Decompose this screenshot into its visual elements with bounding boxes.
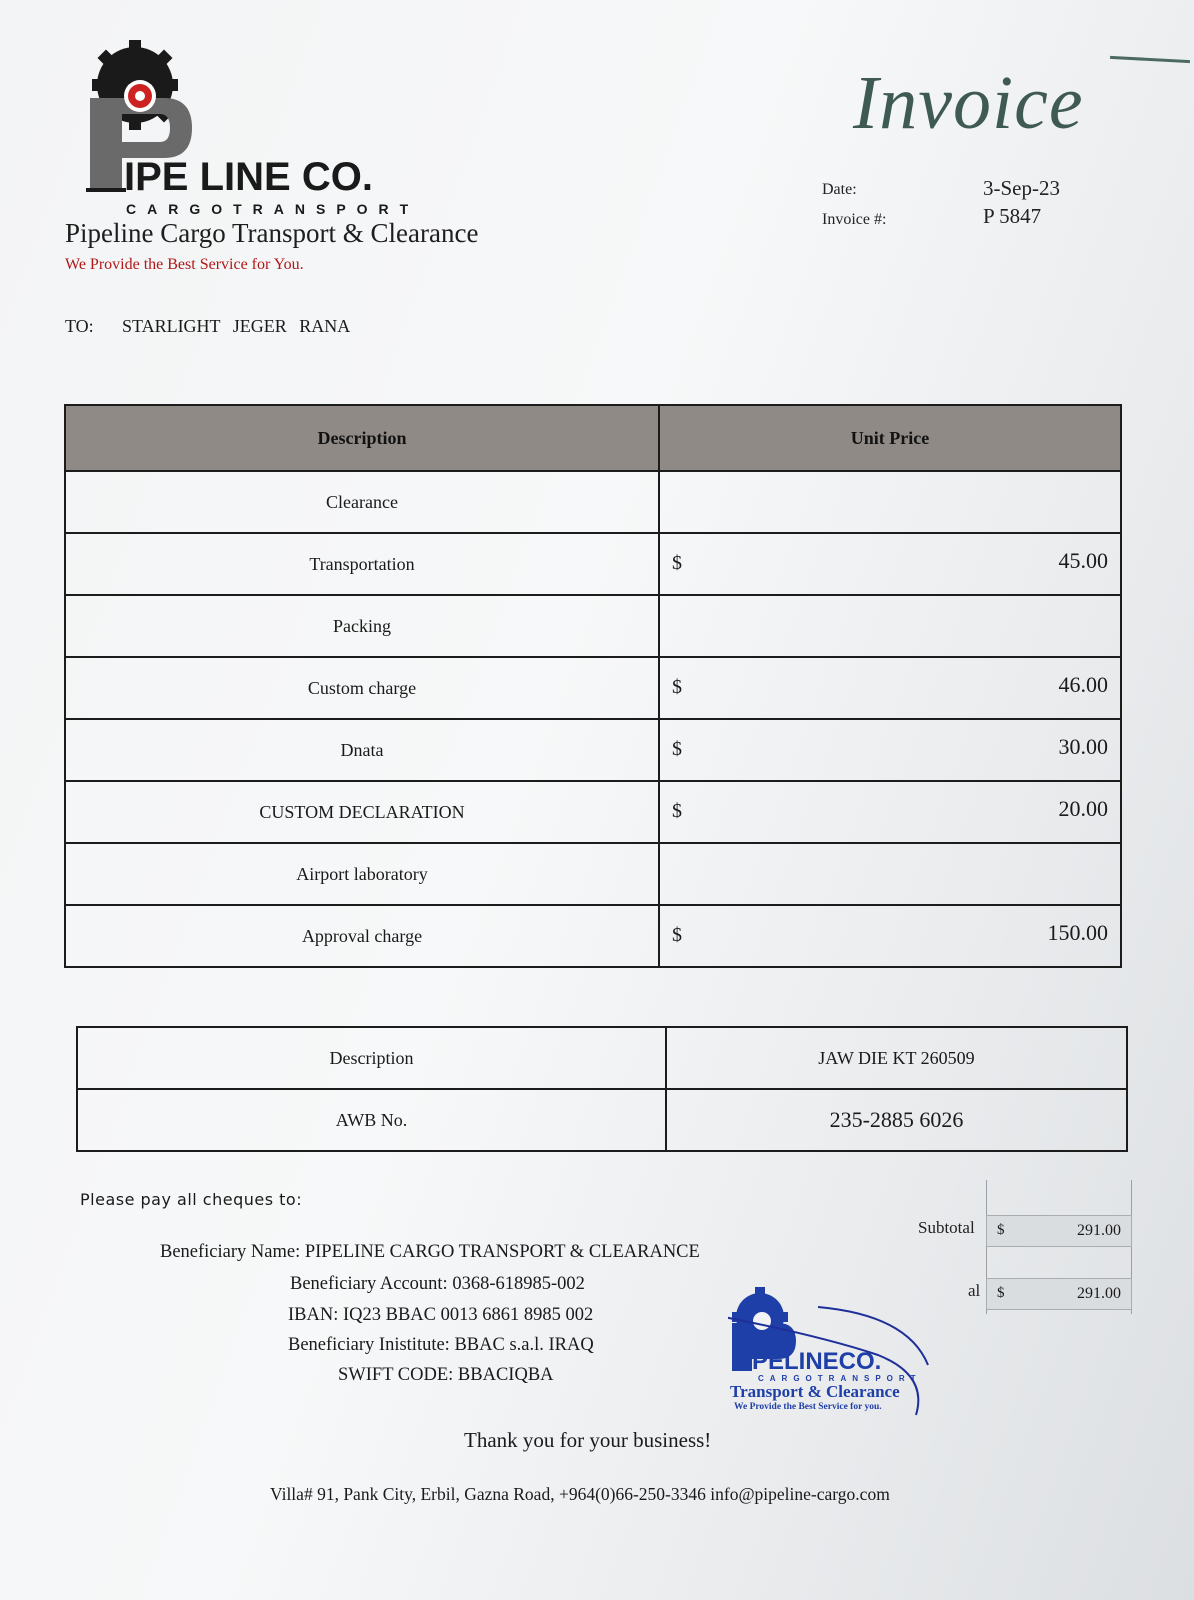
iban: IBAN: IQ23 BBAC 0013 6861 8985 002 [288,1305,594,1325]
beneficiary-account: Beneficiary Account: 0368-618985-002 [290,1274,585,1294]
item-description: Transportation [65,533,659,595]
table-row [65,471,1121,533]
shipment-description-value: JAW DIE KT 260509 [666,1027,1127,1089]
footer-contact: Villa# 91, Pank City, Erbil, Gazna Road, +964(0)66-250-3346 info@pipeline-cargo.com [270,1484,890,1504]
subtotal-currency: $ [997,1222,1005,1238]
table-row [65,657,1121,719]
table-row [65,595,1121,657]
item-description: Approval charge [65,905,659,967]
subtotal-cell [986,1215,1132,1247]
item-unit-price [659,719,1121,781]
logo-subtext: CARGOTRANSPORT [126,201,420,217]
beneficiary-institute: Beneficiary Inistitute: BBAC s.a.l. IRAQ [288,1335,594,1355]
recipient-label: TO: [65,316,94,336]
item-currency: $ [672,676,682,698]
date-label: Date: [822,181,857,198]
subtotal-label: Subtotal [918,1218,975,1237]
item-description: Dnata [65,719,659,781]
total-cell [986,1278,1132,1310]
item-amount: 150.00 [1047,920,1108,945]
awb-label: AWB No. [77,1089,666,1151]
item-description: CUSTOM DECLARATION [65,781,659,843]
items-header-row [65,405,1121,471]
item-unit-price [659,657,1121,719]
item-currency: $ [672,924,682,946]
item-unit-price [659,781,1121,843]
decorative-dash [1110,56,1190,63]
date-value: 3-Sep-23 [983,176,1060,200]
table-row [65,905,1121,967]
table-row [65,533,1121,595]
table-row [65,843,1121,905]
company-logo [82,40,442,220]
item-unit-price [659,905,1121,967]
shipment-description-label: Description [77,1027,666,1089]
company-name: Pipeline Cargo Transport & Clearance [65,218,479,248]
stamp-line1: Transport & Clearance [730,1382,900,1401]
items-table [64,404,1122,968]
shipment-table [76,1026,1128,1152]
item-unit-price [659,595,1121,657]
item-description: Packing [65,595,659,657]
invoice-number-value: P 5847 [983,204,1042,228]
table-row [77,1027,1127,1089]
subtotal-value: 291.00 [1077,1222,1121,1239]
item-amount: 20.00 [1058,796,1108,821]
beneficiary-name: Beneficiary Name: PIPELINE CARGO TRANSPORT & CLEARANCE [160,1242,700,1262]
thank-you-note: Thank you for your business! [464,1428,712,1452]
column-header-unit-price: Unit Price [659,405,1121,471]
table-row [65,781,1121,843]
item-amount: 46.00 [1058,672,1108,697]
payment-heading: Please pay all cheques to: [80,1190,303,1209]
total-value: 291.00 [1077,1285,1121,1302]
item-currency: $ [672,738,682,760]
item-amount: 30.00 [1058,734,1108,759]
swift-code: SWIFT CODE: BBACIQBA [338,1365,554,1385]
total-label: al [968,1281,981,1300]
item-unit-price [659,471,1121,533]
stamp-logo-text: PELINECO. [752,1348,882,1375]
awb-value: 235-2885 6026 [666,1089,1127,1151]
table-row [65,719,1121,781]
item-unit-price [659,843,1121,905]
item-amount: 45.00 [1058,548,1108,573]
stamp-subtext: CARGOTRANSPORT [758,1374,922,1383]
logo-text: IPE LINE CO. [124,155,373,199]
company-stamp [728,1285,960,1417]
item-description: Airport laboratory [65,843,659,905]
item-currency: $ [672,800,682,822]
stamp-line2: We Provide the Best Service for you. [734,1402,882,1412]
item-currency: $ [672,552,682,574]
recipient-name: STARLIGHT JEGER RANA [122,316,351,336]
item-unit-price [659,533,1121,595]
total-currency: $ [997,1285,1005,1301]
item-description: Clearance [65,471,659,533]
column-header-description: Description [65,405,659,471]
invoice-title: Invoice [853,61,1084,145]
item-description: Custom charge [65,657,659,719]
table-row [77,1089,1127,1151]
company-tagline: We Provide the Best Service for You. [65,256,304,273]
invoice-number-label: Invoice #: [822,211,887,228]
